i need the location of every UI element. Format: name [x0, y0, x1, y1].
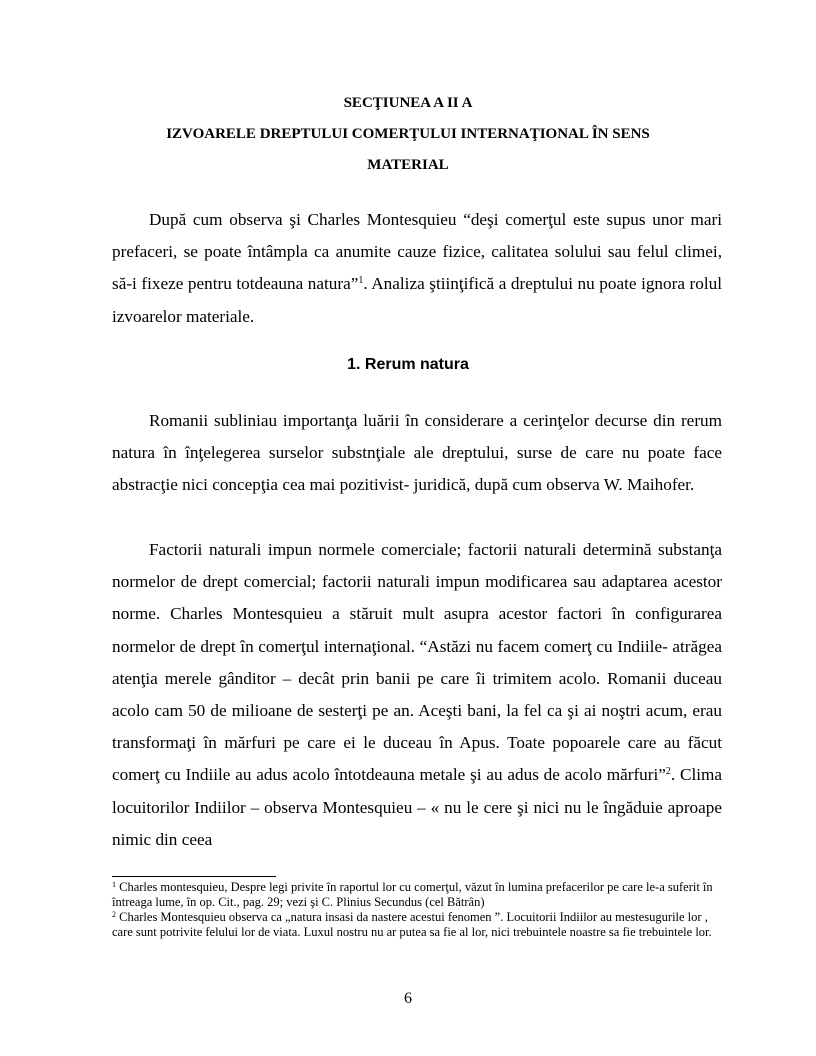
intro-text-a: După cum observa şi Charles Montesquieu “deşi comerţul este supus unor mari prefaceri, se poate întâmpla ca anumite cauze fizice, calitatea solului sau felul climei, să-i fixeze pentru totdeauna natura”: [112, 210, 722, 294]
footnote-number: 2: [112, 910, 116, 919]
footnote-text: Charles Montesquieu observa ca „natura insasi da nastere acestui fenomen ”. Locuitorii Indiilor au mestesugurile lor , care sunt potrivite felului lor de viata. Luxul nostru nu ar putea sa fie al lor, nici trebuintele noastre sa fie trebuintele lor.: [112, 910, 712, 939]
paragraph3-text-a: Factorii naturali impun normele comerciale; factorii naturali determină substanţa normelor de drept comercial; factorii naturali impun modificarea sau adaptarea acestor norme. Charles Montesquieu a stăruit mult asupra acestor factori în configurarea normelor de drept în comerţul internaţional. “Astăzi nu facem comerţ cu Indiile- atrăgea atenţia merele gânditor – decât prin banii pe care îi trimitem acolo. Romanii duceau acolo cam 50 de milioane de sesterţi pe an. Aceşti bani, la fel ca şi ai noştri acum, erau transformaţi în mărfuri pe care ei le duceau în Apus. Toate popoarele care au făcut comerţ cu Indiile au adus acolo întotdeauna metale şi au adus de acolo mărfuri”: [112, 540, 722, 785]
page-number: 6: [404, 990, 412, 1007]
footnote-separator: [112, 876, 276, 877]
footnote-ref-2[interactable]: 2: [665, 766, 671, 778]
intro-paragraph: [112, 204, 722, 333]
paragraph3-text-b: . Clima locuitorilor Indiilor – observa Montesquieu – « nu le cere şi nici nu le îngăduie aproape nimic din ceea: [112, 765, 722, 849]
footnote-ref-1[interactable]: 1: [358, 275, 364, 287]
section-title-line1: IZVOARELE DREPTULUI COMERŢULUI INTERNAŢIONAL ÎN SENS: [166, 126, 650, 142]
footnotes: [112, 880, 722, 940]
footnote-number: 1: [112, 880, 116, 889]
footnote-1: [112, 880, 722, 910]
section-label: SECŢIUNEA A II A: [343, 95, 473, 111]
paragraph-rerum-natura: Romanii subliniau importanţa luării în considerare a cerinţelor decurse din rerum natura în înţelegerea surselor substnţiale ale dreptului, surse de care nu poate face abstracţie nici concepţia cea mai pozitivist- juridică, după cum observa W. Maihofer.: [112, 411, 722, 495]
footnote-text: Charles montesquieu, Despre legi privite în raportul lor cu comerţul, văzut în lumina prefacerilor pe care le-a suferit în întreaga lume, în op. Cit., pag. 29; vezi şi C. Plinius Secundus (cel Bătrân): [112, 880, 713, 909]
subsection-title: 1. Rerum natura: [347, 356, 469, 373]
section-title-line2: MATERIAL: [367, 157, 449, 173]
intro-text-b: . Analiza ştiinţifică a dreptului nu poate ignora rolul izvoarelor materiale.: [112, 274, 722, 326]
footnote-2: [112, 910, 722, 940]
paragraph-natural-factors: [112, 534, 722, 856]
